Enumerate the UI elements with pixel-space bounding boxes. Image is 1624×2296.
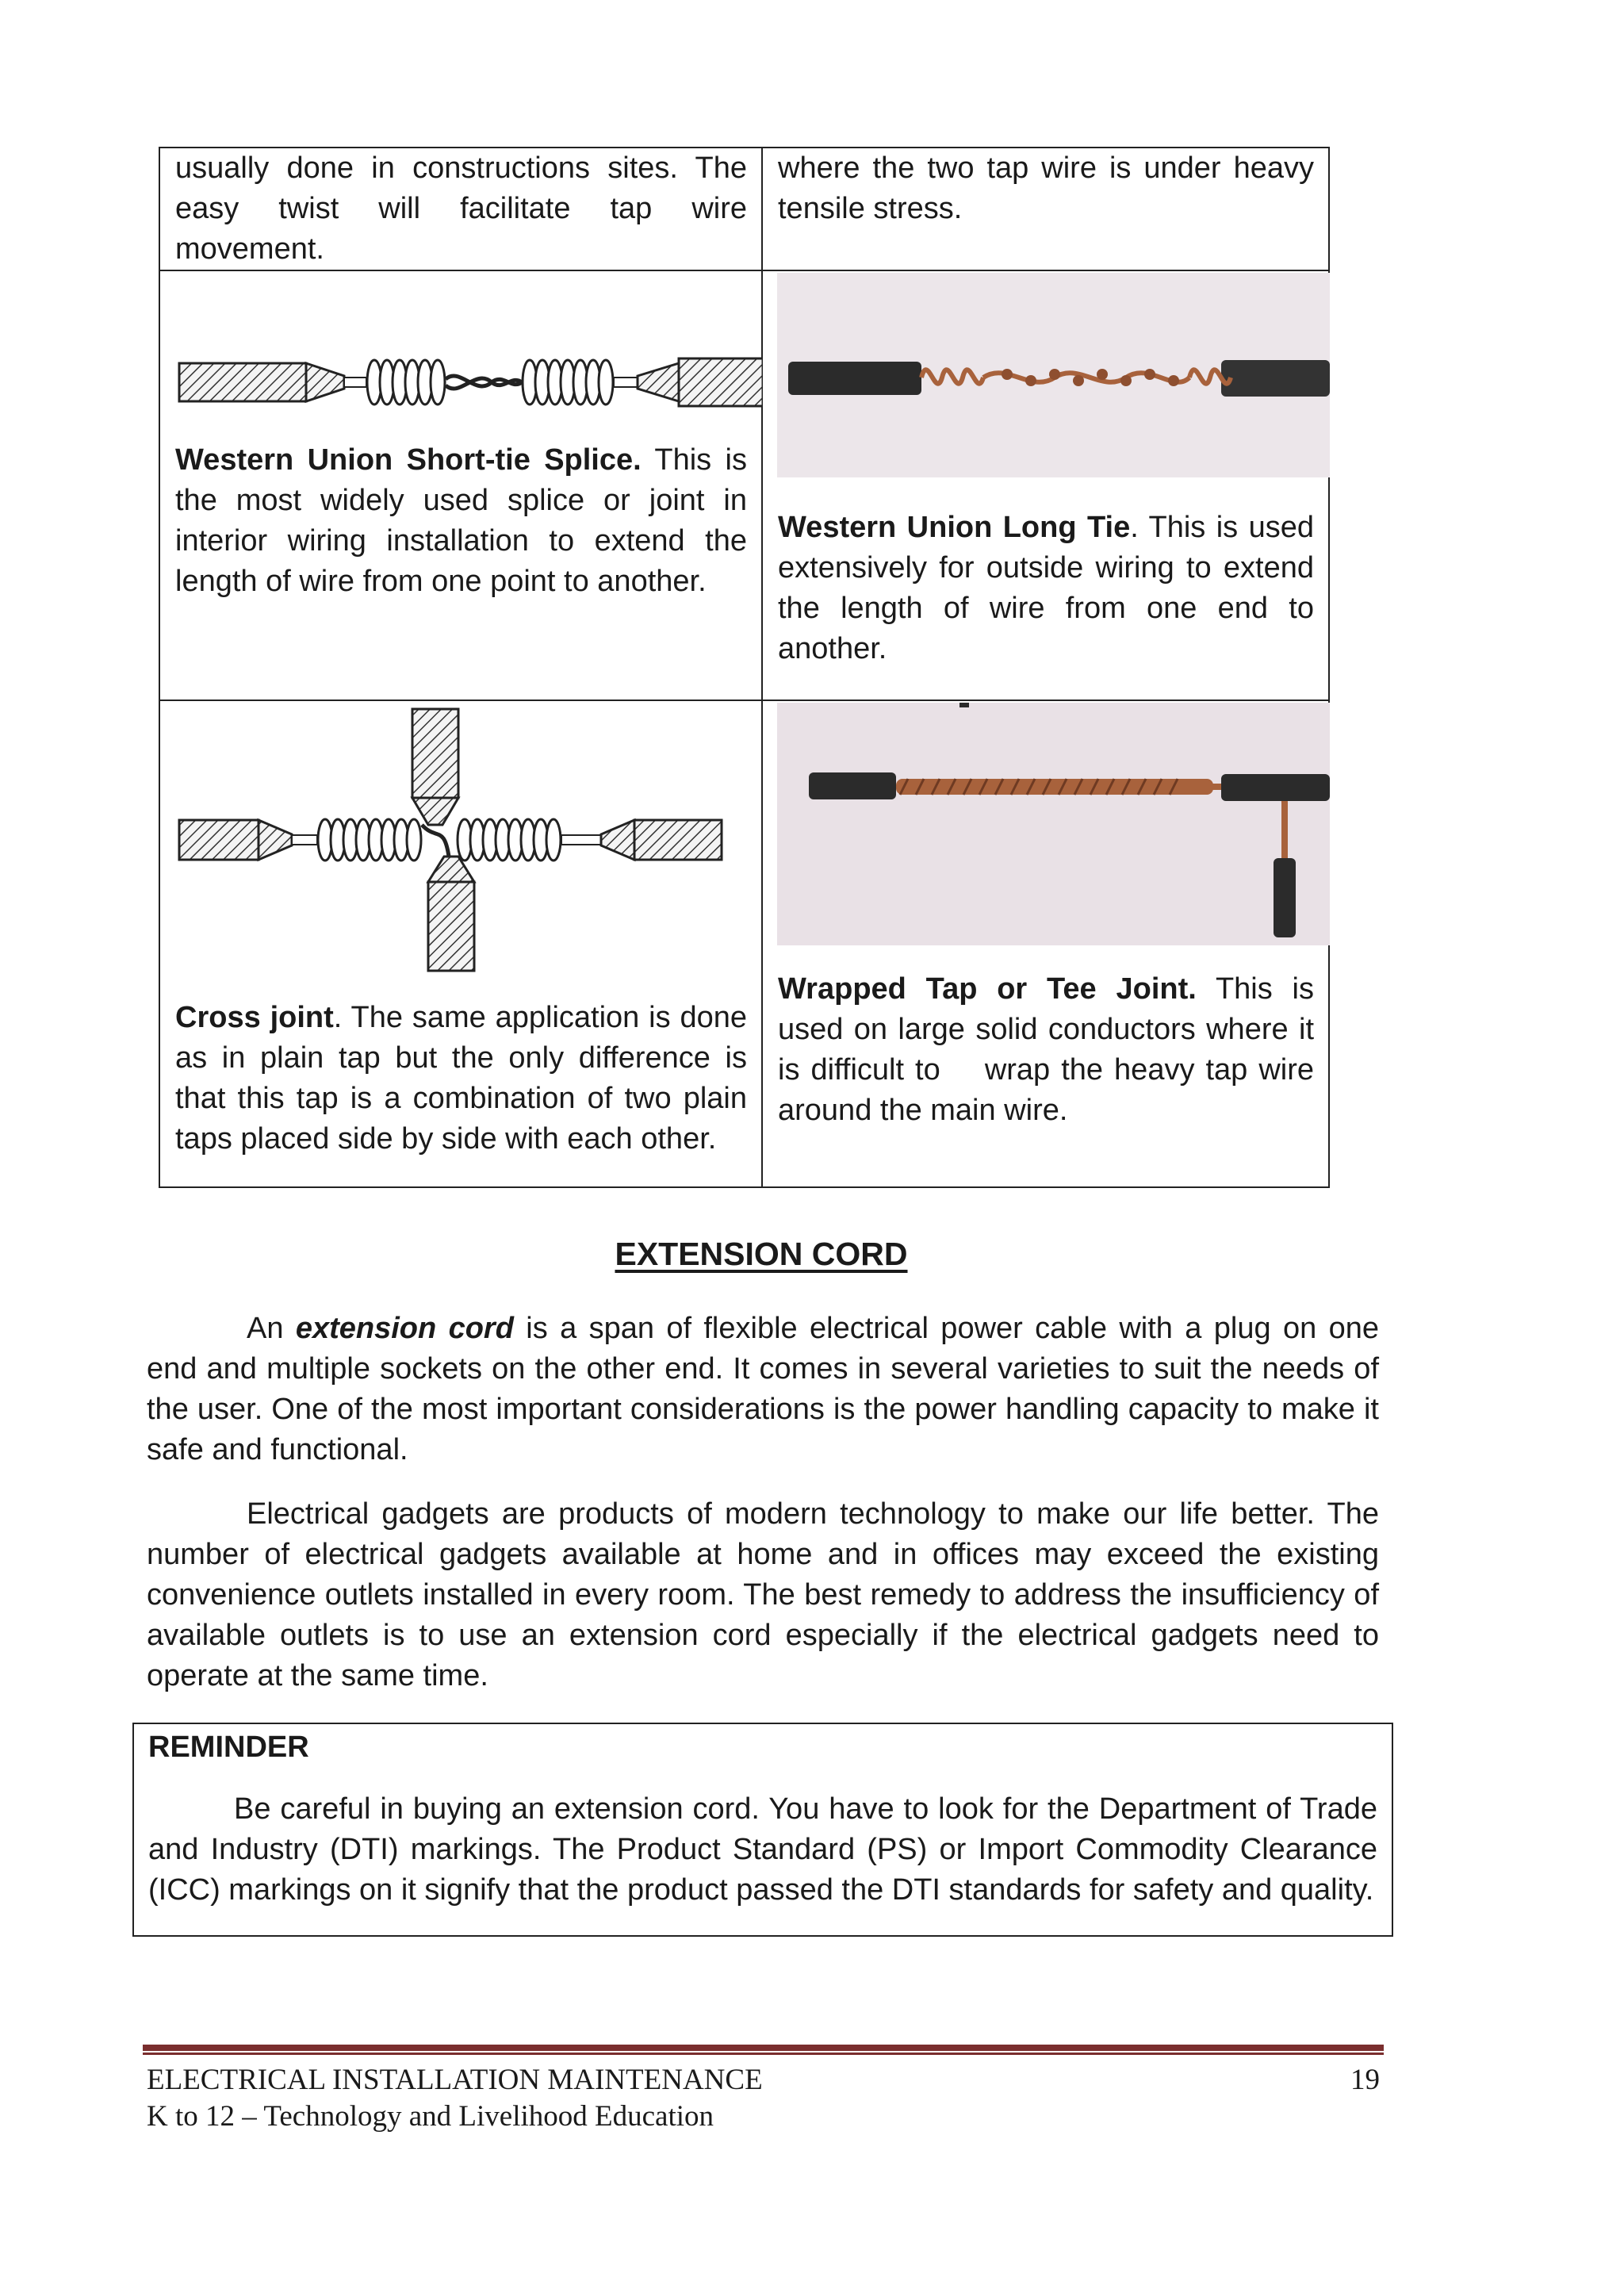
footer-subtitle: K to 12 – Technology and Livelihood Education xyxy=(147,2100,714,2133)
section-title: EXTENSION CORD xyxy=(615,1236,908,1272)
electrical-gadgets-paragraph: Electrical gadgets are products of modern technology to make our life better. The number of electrical gadgets available at home and in offices may exceed the existing convenience outlets installed in every room. The best remedy to address the insufficiency of available outlets is to use an extension cord especially if the electrical gadgets need to operate at the same time. xyxy=(147,1497,1379,1692)
short-tie-splice-text: This is the most widely used splice or joint in interior wiring installation to extend the length of wire from one point to another. xyxy=(175,443,747,598)
reminder-box xyxy=(132,1723,1393,1937)
reminder-title: REMINDER xyxy=(148,1731,309,1764)
paragraph-body: is a span of flexible electrical power cable with a plug on one end and multiple sockets on the other end. It comes in several varieties to suit the needs of the user. One of the most important considerations is the power handling capacity to make it safe and functional. xyxy=(147,1312,1379,1466)
tee-joint-text: This is used on large solid conductors where it is difficult to wrap the heavy tap wire around the main wire. xyxy=(778,972,1323,1127)
continued-description-left: usually done in constructions sites. The easy twist will facilitate tap wire movement. xyxy=(175,151,747,266)
footer-title: ELECTRICAL INSTALLATION MAINTENANCE xyxy=(147,2064,763,2096)
cross-joint-text: . The same application is done as in plain tap but the only difference is that this tap is a combination of two plain taps placed side by side with each other. xyxy=(175,1001,747,1156)
long-tie-text: . This is used extensively for outside wiring to extend the length of wire from one end to another. xyxy=(778,511,1314,665)
table-cell xyxy=(159,700,762,1187)
long-tie-photo xyxy=(777,273,1330,477)
continued-description-right: where the two tap wire is under heavy tensile stress. xyxy=(778,151,1314,225)
reminder-text: Be careful in buying an extension cord. You have to look for the Department of Trade and Industry (DTI) markings. The Product Standard (PS) or Import Commodity Clearance (ICC) markings on it signify that the product passed the DTI standards for safety and quality. xyxy=(148,1792,1377,1907)
cross-joint-figure xyxy=(174,706,763,976)
splice-types-table xyxy=(159,147,1330,1188)
long-tie-title: Western Union Long Tie xyxy=(778,511,1131,544)
table-cell xyxy=(762,148,1329,270)
extension-cord-term: extension cord xyxy=(295,1312,514,1345)
tee-joint-photo xyxy=(777,703,1330,945)
short-tie-splice-figure xyxy=(174,335,763,430)
table-cell xyxy=(159,148,762,270)
short-tie-splice-title: Western Union Short-tie Splice. xyxy=(175,443,642,477)
extension-cord-paragraph xyxy=(147,1309,1379,1470)
footer-title-line xyxy=(147,2062,1380,2099)
table-row xyxy=(159,270,1329,700)
long-tie-caption xyxy=(778,508,1314,669)
cross-joint-title: Cross joint xyxy=(175,1001,334,1034)
table-cell xyxy=(159,270,762,700)
short-tie-splice-caption xyxy=(175,440,747,602)
tee-joint-caption xyxy=(778,969,1323,1131)
page-number: 19 xyxy=(1350,2064,1380,2096)
table-cell xyxy=(762,700,1329,1187)
cross-joint-caption xyxy=(175,998,747,1159)
footer-rule xyxy=(143,2045,1384,2056)
table-row xyxy=(159,700,1329,1187)
table-cell xyxy=(762,270,1329,700)
tee-joint-title: Wrapped Tap or Tee Joint. xyxy=(778,972,1197,1006)
table-row xyxy=(159,148,1329,270)
paragraph-lead: An xyxy=(247,1312,296,1345)
